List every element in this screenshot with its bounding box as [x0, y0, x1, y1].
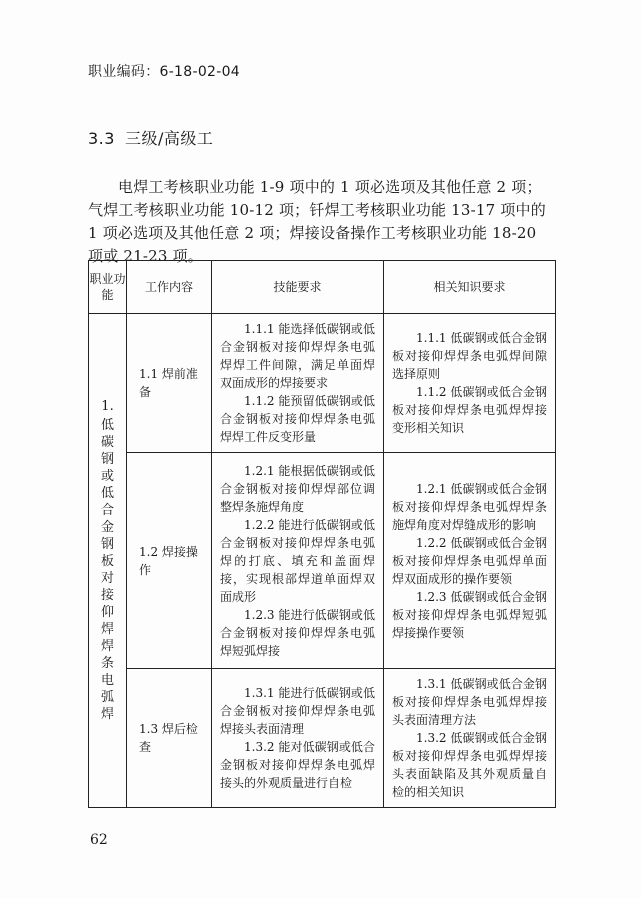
knowledge-item: 1.2.2 低碳钢或低合金钢板对接仰焊焊条电弧焊单面焊双面成形的操作要领 [392, 535, 547, 586]
skills-table [88, 260, 556, 808]
skill-item: 1.2.1 能根据低碳钢或低合金钢板对接仰焊焊部位调整焊条施焊角度 [220, 463, 375, 514]
function-number: 1. [101, 399, 114, 414]
work-content: 1.2 焊接操作 [127, 453, 212, 669]
skill-item: 1.1.1 能选择低碳钢或低合金钢板对接仰焊焊条电弧焊焊工件间隙，满足单面焊双面成形的焊接要求 [220, 322, 375, 390]
knowledge-item: 1.1.1 低碳钢或低合金钢板对接仰焊焊条电弧焊间隙选择原则 [392, 331, 547, 381]
knowledge-requirements [384, 669, 556, 808]
section-intro: 电焊工考核职业功能 1-9 项中的 1 项必选项及其他任意 2 项；气焊工考核职业功能 10-12 项；钎焊工考核职业功能 13-17 项中的 1 项必选项及其他任意 2 项；焊接设备操作工考核职业功能 18-20 项或 21-23 项。 [88, 178, 546, 265]
knowledge-requirements [384, 314, 556, 453]
header-knowledge: 相关知识要求 [384, 261, 556, 314]
occupation-code: 职业编码：6-18-02-04 [88, 64, 241, 80]
section-heading [88, 126, 213, 149]
table-row [89, 669, 556, 808]
skill-item: 1.3.2 能对低碳钢或低合金钢板对接仰焊焊条电弧焊接头的外观质量进行自检 [220, 740, 375, 790]
skill-requirements [212, 314, 384, 453]
table-header-row [89, 261, 556, 314]
skill-item: 1.2.3 能进行低碳钢或低合金钢板对接仰焊焊条电弧焊短弧焊接 [220, 607, 375, 658]
header-content: 工作内容 [127, 261, 212, 314]
function-name: 低碳钢或低合金钢板对接仰焊焊条电弧焊 [100, 418, 114, 722]
work-content: 1.3 焊后检查 [127, 669, 212, 808]
knowledge-item: 1.2.3 低碳钢或低合金钢板对接仰焊焊条电弧焊短弧焊接操作要领 [392, 589, 547, 640]
skill-item: 1.1.2 能预留低碳钢或低合金钢板对接仰焊焊条电弧焊焊工件反变形量 [220, 394, 375, 444]
knowledge-item: 1.3.2 低碳钢或低合金钢板对接仰焊焊条电弧焊焊接头表面缺陷及其外观质量自检的相关知识 [392, 731, 547, 799]
knowledge-item: 1.1.2 低碳钢或低合金钢板对接仰焊焊条电弧焊焊接变形相关知识 [392, 385, 547, 435]
table-row [89, 453, 556, 669]
page-number: 62 [90, 832, 108, 848]
header-skills: 技能要求 [212, 261, 384, 314]
knowledge-item: 1.3.1 低碳钢或低合金钢板对接仰焊焊条电弧焊焊接头表面清理方法 [392, 677, 547, 727]
section-number: 3.3 [88, 129, 115, 148]
table-row [89, 314, 556, 453]
skill-item: 1.3.1 能进行低碳钢或低合金钢板对接仰焊焊条电弧焊接头表面清理 [220, 686, 375, 736]
knowledge-item: 1.2.1 低碳钢或低合金钢板对接仰焊焊条电弧焊焊条施焊角度对焊缝成形的影响 [392, 481, 547, 532]
knowledge-requirements [384, 453, 556, 669]
skill-requirements [212, 453, 384, 669]
skill-requirements [212, 669, 384, 808]
function-cell [89, 314, 127, 808]
section-title: 三级/高级工 [124, 129, 214, 148]
skill-item: 1.2.2 能进行低碳钢或低合金钢板对接仰焊焊条电弧焊的打底、填充和盖面焊接，实现根部焊道单面焊双面成形 [220, 517, 375, 604]
work-content: 1.1 焊前准备 [127, 314, 212, 453]
header-function: 职业功能 [89, 261, 127, 314]
